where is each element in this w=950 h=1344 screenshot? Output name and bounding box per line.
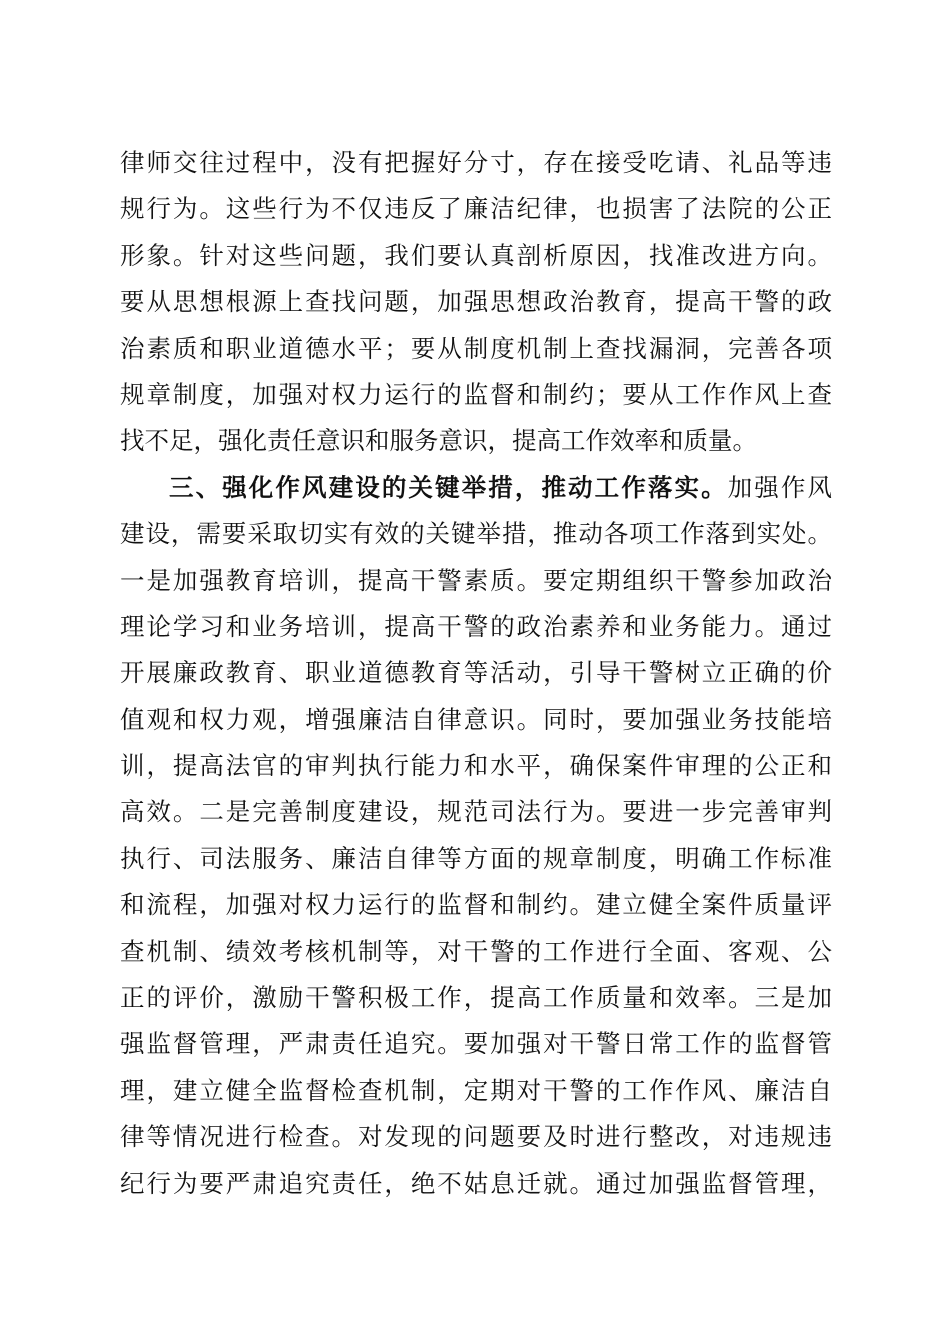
text-line: 规行为。这些行为不仅违反了廉洁纪律，也损害了法院的公正: [120, 194, 832, 224]
text-line: 找不足，强化责任意识和服务意识，提高工作效率和质量。: [120, 426, 757, 456]
text-line: 强监督管理，严肃责任追究。要加强对干警日常工作的监督管: [120, 1029, 832, 1059]
text-line: 训，提高法官的审判执行能力和水平，确保案件审理的公正和: [120, 751, 832, 781]
text-line: 正的评价，激励干警积极工作，提高工作质量和效率。三是加: [120, 983, 832, 1013]
text-line: 建设，需要采取切实有效的关键举措，推动各项工作落到实处。: [120, 519, 832, 549]
text-line: 要从思想根源上查找问题，加强思想政治教育，提高干警的政: [120, 287, 832, 317]
text-line: 律师交往过程中，没有把握好分寸，存在接受吃请、礼品等违: [120, 148, 832, 177]
text-line: 纪行为要严肃追究责任，绝不姑息迁就。通过加强监督管理，: [120, 1168, 832, 1198]
text-line: 查机制、绩效考核机制等，对干警的工作进行全面、客观、公: [120, 936, 832, 966]
first-line-text: 加强作风: [727, 472, 832, 502]
text-line: 规章制度，加强对权力运行的监督和制约；要从工作作风上查: [120, 379, 832, 409]
text-line: 形象。针对这些问题，我们要认真剖析原因，找准改进方向。: [120, 240, 832, 270]
text-line: 和流程，加强对权力运行的监督和制约。建立健全案件质量评: [120, 890, 832, 920]
text-line: 开展廉政教育、职业道德教育等活动，引导干警树立正确的价: [120, 658, 832, 688]
body-text: [120, 140, 832, 1207]
text-line: 律等情况进行检查。对发现的问题要及时进行整改，对违规违: [120, 1122, 832, 1152]
text-line: 理，建立健全监督检查机制，定期对干警的工作作风、廉洁自: [120, 1075, 832, 1105]
text-line: 执行、司法服务、廉洁自律等方面的规章制度，明确工作标准: [120, 843, 832, 873]
text-line: 高效。二是完善制度建设，规范司法行为。要进一步完善审判: [120, 797, 832, 827]
paragraph-2-first-line: [120, 465, 832, 511]
text-line: 治素质和职业道德水平；要从制度机制上查找漏洞，完善各项: [120, 333, 832, 363]
text-line: 理论学习和业务培训，提高干警的政治素养和业务能力。通过: [120, 611, 832, 641]
text-line: 一是加强教育培训，提高干警素质。要定期组织干警参加政治: [120, 565, 832, 595]
paragraph-2: [120, 465, 832, 1207]
text-line: 值观和权力观，增强廉洁自律意识。同时，要加强业务技能培: [120, 704, 832, 734]
paragraph-1: [120, 140, 832, 465]
section-heading: 三、强化作风建设的关键举措，推动工作落实。: [169, 472, 728, 502]
